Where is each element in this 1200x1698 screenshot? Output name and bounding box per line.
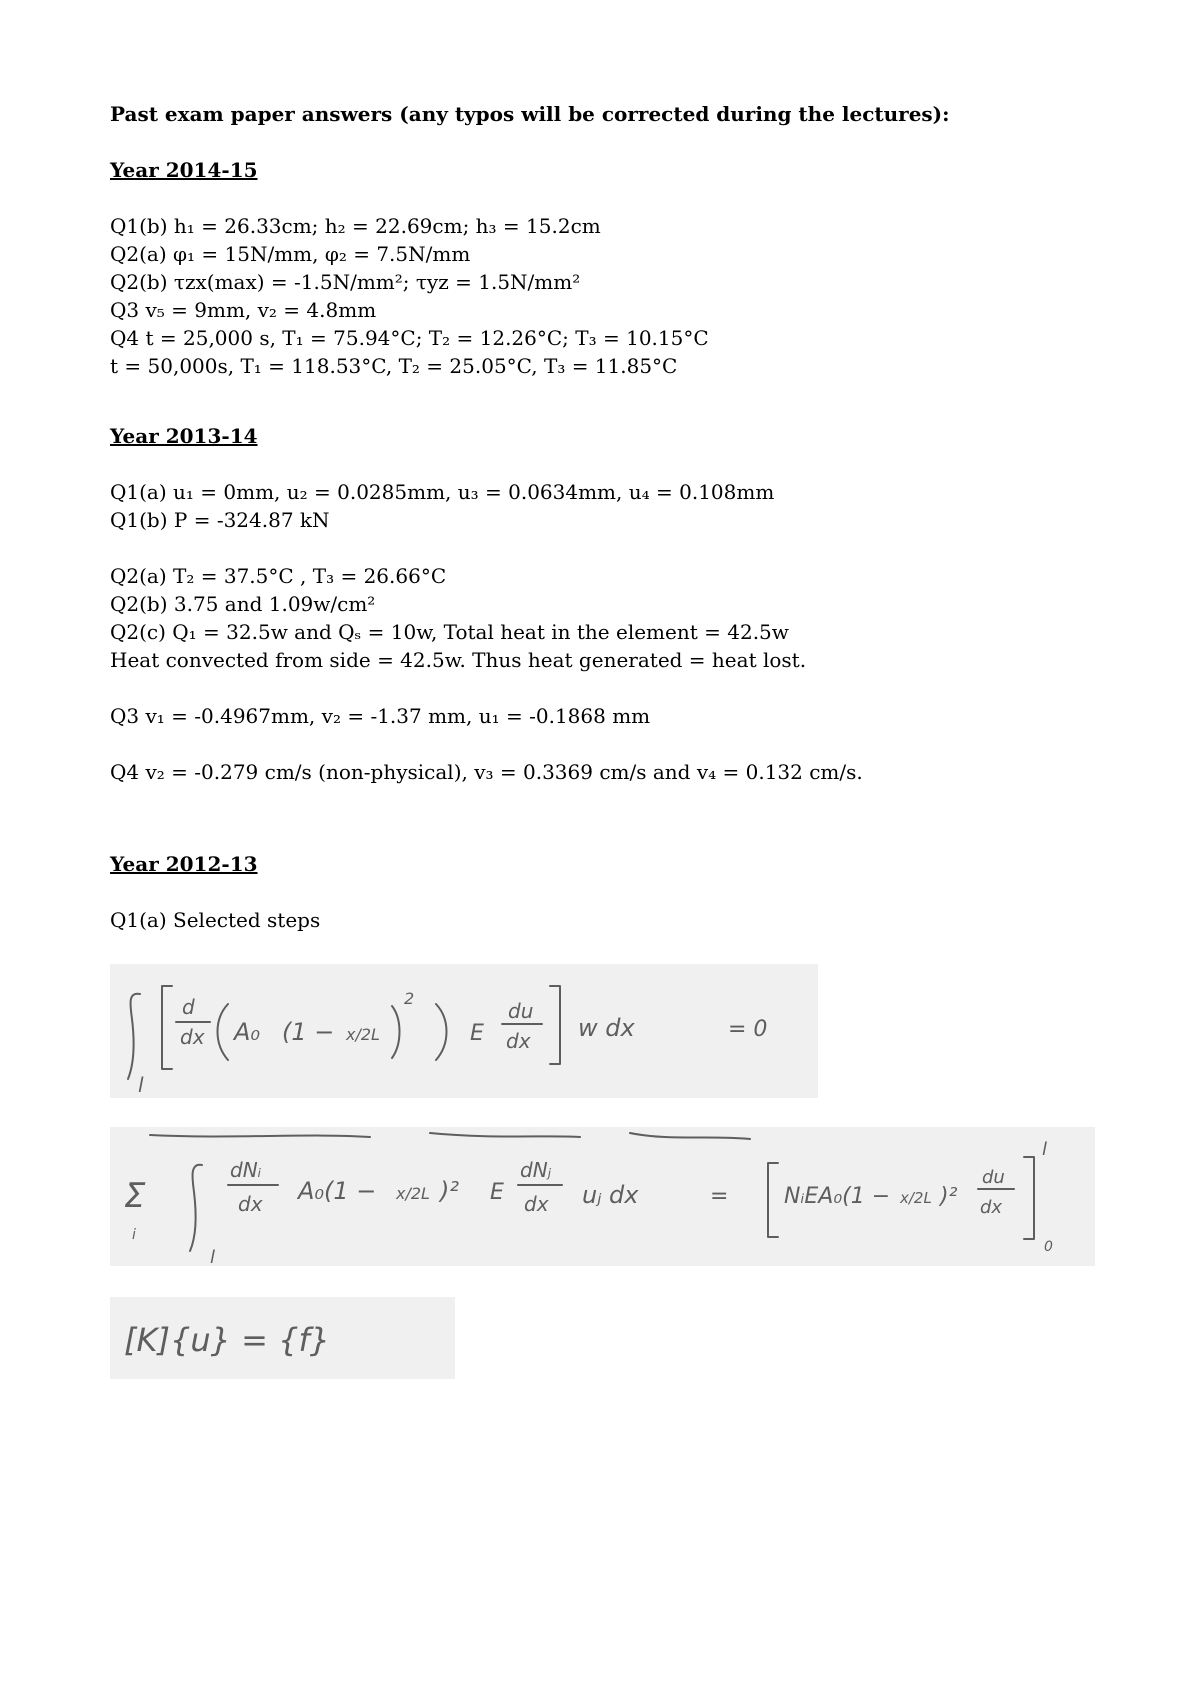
eq2-A0: A₀(1 − <box>298 1177 377 1205</box>
eq3-text: [K]{u} = {f} <box>124 1321 331 1359</box>
eq1-d: d <box>182 995 195 1019</box>
eq2-equals: = <box>710 1184 729 1209</box>
answer-line: Q1(b) P = -324.87 kN <box>110 508 330 532</box>
eq1-dx-b: dx <box>506 1029 531 1053</box>
eq2-sq: )² <box>440 1177 459 1205</box>
answer-line: Q4 t = 25,000 s, T₁ = 75.94°C; T₂ = 12.26°C; T₃ = 10.15°C <box>110 326 709 350</box>
eq1-dx: dx <box>180 1025 205 1049</box>
eq1-one-minus: (1 − <box>282 1018 335 1046</box>
paren-close-inner <box>392 1006 400 1058</box>
answer-line: t = 50,000s, T₁ = 118.53°C, T₂ = 25.05°C, T₃ = 11.85°C <box>110 354 678 378</box>
left-bracket <box>768 1163 778 1237</box>
answer-line: Q4 v₂ = -0.279 cm/s (non-physical), v₃ = 0.3369 cm/s and v₄ = 0.132 cm/s. <box>110 760 863 784</box>
eq2-uj-dx: uⱼ dx <box>582 1181 639 1209</box>
answer-line: Q2(a) T₂ = 37.5°C , T₃ = 26.66°C <box>110 564 447 588</box>
answer-line: Q1(a) Selected steps <box>110 908 321 932</box>
right-bracket <box>1024 1157 1034 1239</box>
paren-open <box>218 1004 229 1060</box>
section-heading-2013-14: Year 2013-14 <box>110 424 258 448</box>
handwritten-equation-2 <box>110 1127 1095 1266</box>
answer-line: Q1(a) u₁ = 0mm, u₂ = 0.0285mm, u₃ = 0.0634mm, u₄ = 0.108mm <box>110 480 775 504</box>
left-bracket <box>162 986 172 1069</box>
answer-line: Q3 v₁ = -0.4967mm, v₂ = -1.37 mm, u₁ = -0.1868 mm <box>110 704 651 728</box>
eq2-sum: Σ <box>124 1176 146 1216</box>
eq2-E: E <box>490 1180 504 1205</box>
eq1-w-dx: w dx <box>578 1014 635 1042</box>
section-heading-2012-13: Year 2012-13 <box>110 852 258 876</box>
eq2-dNi: dNᵢ <box>230 1158 262 1182</box>
eq2-x2L-b: x/2L <box>900 1189 932 1207</box>
eq2-lim-int: l <box>210 1247 216 1266</box>
answer-line: Q2(c) Q₁ = 32.5w and Qₛ = 10w, Total heat in the element = 42.5w <box>110 620 789 644</box>
top-scan-fragment <box>150 1133 750 1139</box>
section-heading-2014-15: Year 2014-15 <box>110 158 258 182</box>
eq2-dx2: dx <box>524 1192 549 1216</box>
right-bracket <box>550 986 560 1064</box>
handwritten-equation-3 <box>110 1297 455 1379</box>
eq2-sum-index: i <box>132 1227 136 1243</box>
answer-line: Q2(b) τzx(max) = -1.5N/mm²; τyz = 1.5N/mm² <box>110 270 581 294</box>
document-title: Past exam paper answers (any typos will be corrected during the lectures): <box>110 102 950 126</box>
eq1-square: 2 <box>404 989 415 1008</box>
eq2-dx1: dx <box>238 1192 263 1216</box>
handwritten-equation-2-drawing <box>110 1127 1095 1266</box>
eq1-du: du <box>508 999 534 1023</box>
eq2-du: du <box>982 1167 1005 1188</box>
eq1-A0: A₀ <box>234 1018 261 1046</box>
answer-line: Q2(a) φ₁ = 15N/mm, φ₂ = 7.5N/mm <box>110 242 471 266</box>
eq1-E: E <box>470 1021 484 1046</box>
eq2-rhs: NᵢEA₀(1 − <box>784 1184 891 1209</box>
eq1-limit: l <box>138 1073 144 1097</box>
answer-line: Q1(b) h₁ = 26.33cm; h₂ = 22.69cm; h₃ = 15.2cm <box>110 214 601 238</box>
eq1-equals-zero: = 0 <box>728 1017 768 1042</box>
eq1-x-over-2L: x/2L <box>346 1025 380 1044</box>
answer-line: Q2(b) 3.75 and 1.09w/cm² <box>110 592 376 616</box>
eq2-lim-top: l <box>1042 1139 1048 1160</box>
eq2-lim-bottom: 0 <box>1044 1239 1053 1255</box>
integral-sign <box>128 994 140 1079</box>
integral-sign <box>190 1165 202 1251</box>
answer-line: Q3 v₅ = 9mm, v₂ = 4.8mm <box>110 298 377 322</box>
handwritten-equation-3-drawing <box>110 1297 455 1379</box>
handwritten-equation-1-drawing <box>110 964 818 1098</box>
eq2-dx3: dx <box>980 1197 1003 1218</box>
answer-line: Heat convected from side = 42.5w. Thus heat generated = heat lost. <box>110 648 807 672</box>
paren-close <box>436 1004 447 1060</box>
handwritten-equation-1 <box>110 964 818 1098</box>
eq2-dNj: dNⱼ <box>520 1158 552 1182</box>
eq2-sq2: )² <box>940 1184 958 1209</box>
eq2-x2L: x/2L <box>396 1184 430 1203</box>
